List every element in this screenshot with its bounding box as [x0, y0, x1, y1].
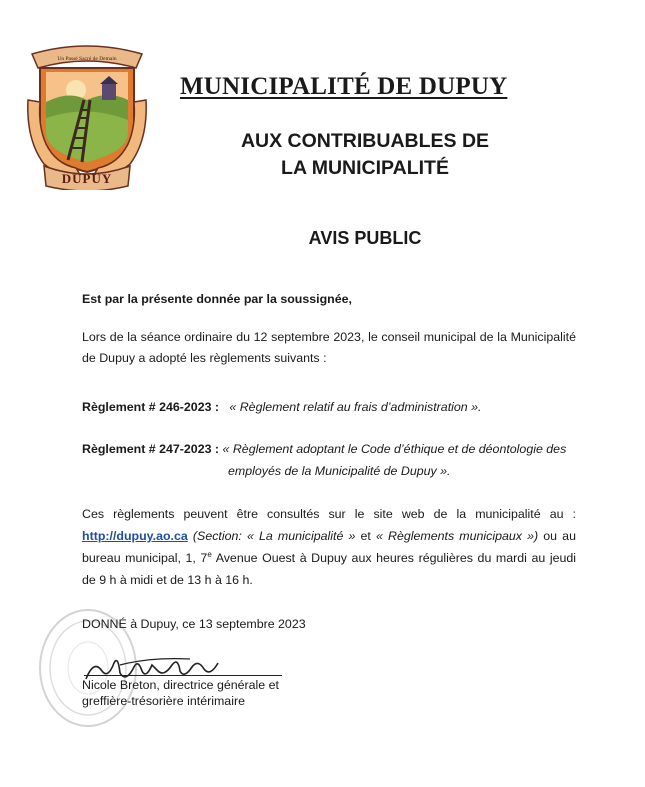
notice-heading: AVIS PUBLIC — [308, 228, 422, 248]
regulation-title: « Règlement relatif au frais d’administration ». — [229, 400, 482, 414]
meeting-paragraph: Lors de la séance ordinaire du 12 septembre 2023, le conseil municipal de la Municipalité de Dupuy a adopté les règlements suivants : — [82, 330, 576, 365]
office-hours-text: Avenue Ouest à Dupuy aux heures régulières du mardi au jeudi de 9 h à midi et de 13 h à 16 h. — [82, 551, 577, 587]
subtitle-line-1: AUX CONTRIBUABLES DE — [240, 130, 490, 152]
intro-statement: Est par la présente donnée par la soussignée, — [82, 292, 352, 306]
svg-text:Un Passé Sacré de Demain: Un Passé Sacré de Demain — [57, 56, 117, 62]
given-at-date: DONNÉ à Dupuy, ce 13 septembre 2023 — [82, 617, 306, 631]
signer-name-title: Nicole Breton, directrice générale et — [82, 678, 279, 692]
regulation-number: Règlement # 247-2023 : — [82, 442, 220, 456]
document-subtitle — [200, 128, 530, 182]
regulation-title: « Règlement adoptant le Code d’éthique et de déontologie des — [222, 442, 567, 456]
document-title: MUNICIPALITÉ DE DUPUY — [180, 73, 508, 100]
svg-text:DUPUY: DUPUY — [61, 171, 113, 186]
consultation-paragraph — [82, 503, 576, 591]
regulation-item — [82, 396, 576, 418]
regulation-title-continued: employés de la Municipalité de Dupuy ». — [228, 464, 451, 478]
website-section-note-2: « Règlements municipaux ») — [376, 529, 539, 543]
signature-line — [84, 675, 282, 676]
office-address-text: ou au bureau municipal, 1, 7 — [82, 529, 576, 565]
municipality-crest-logo — [24, 40, 150, 190]
ordinal-superscript: e — [207, 550, 212, 559]
signer-role: greffière-trésorière intérimaire — [82, 694, 245, 708]
consultation-text: Ces règlements peuvent être consultés sur le site web de la municipalité au : — [82, 507, 576, 521]
regulation-number: Règlement # 246-2023 : — [82, 400, 220, 414]
website-link[interactable]: http://dupuy.ao.ca — [82, 529, 188, 543]
subtitle-line-2: LA MUNICIPALITÉ — [281, 157, 449, 179]
conjunction-text: et — [360, 529, 371, 543]
signer-block — [82, 677, 279, 709]
website-section-note: (Section: « La municipalité » — [192, 529, 356, 543]
regulation-item — [82, 438, 576, 482]
